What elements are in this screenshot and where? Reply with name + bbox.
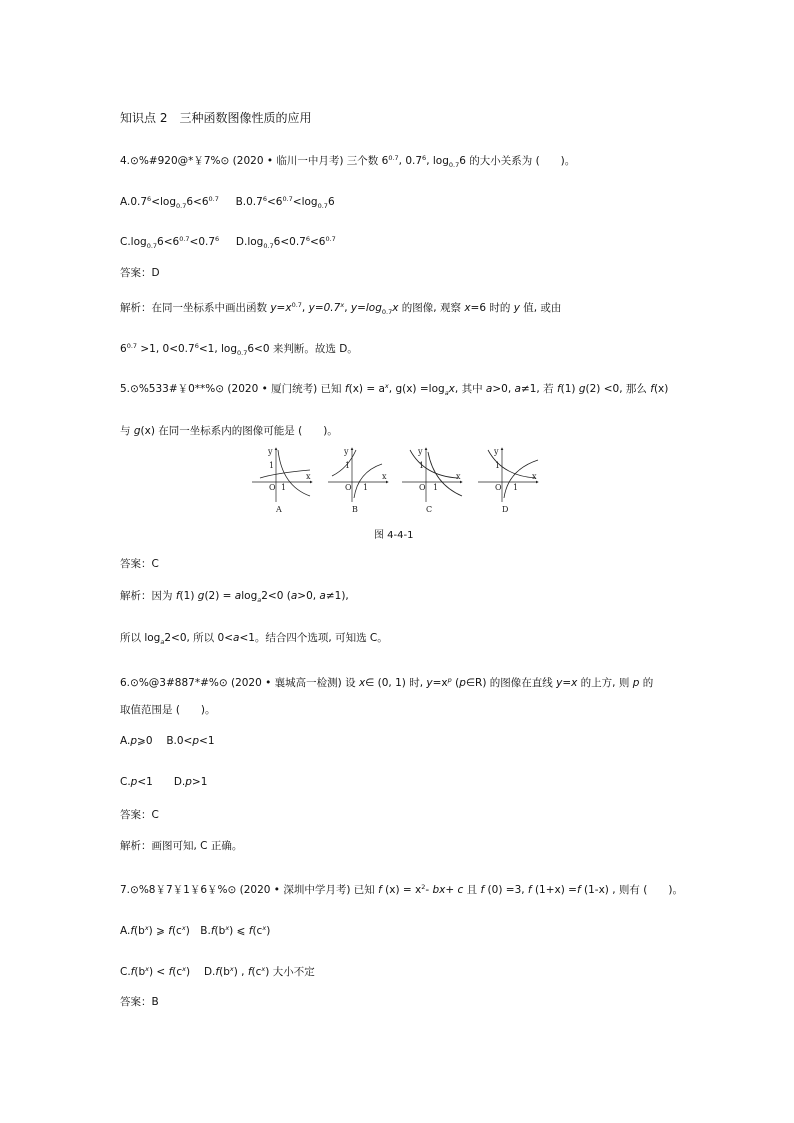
question-7-stem: 7.⊙%8￥7￥1￥6￥%⊙ (2020 • 深圳中学月考) 已知 f $(x) = x^2-$ bx+ c 且 f (0) =3, f (1+x) =f (1-x) , 则有 ( )。 xyxy=(120,883,683,896)
panel-label-c: C xyxy=(426,505,433,514)
graph-panel-a xyxy=(252,447,312,514)
question-4-options-ab: $A.0.7^6<\log_{0.7}6<6^{0.7}$ $B.0.7^6<6^{0.7}<\log_{0.7}6$ xyxy=(120,195,335,210)
graph-panel-c xyxy=(402,447,462,514)
question-6-options-cd: C.p<1 D.p>1 xyxy=(120,776,208,788)
x-axis-label: x xyxy=(532,472,537,481)
question-5-analysis-line1: 解析：因为 f(1) g(2) = alog$_a$2<0 (a>0, a≠1), xyxy=(120,590,349,604)
origin-label: O xyxy=(495,483,502,492)
question-4-options-cd: $C.\log_{0.7}6<6^{0.7}<0.7^6$ $D.\log_{0.7}6<0.7^6<6^{0.7}$ xyxy=(120,235,336,250)
tick-label-1: 1 xyxy=(281,483,287,492)
tick-label-1: 1 xyxy=(345,461,351,470)
y-axis-label: y xyxy=(494,447,499,456)
question-4-stem: 4.⊙%#920@*￥7%⊙ (2020 • 临川一中月考) 三个数 $6^{0.7}$, $0.7^6$, $\log_{0.7}6$ 的大小关系为 ( )。 xyxy=(120,154,576,169)
question-5-stem-line1: 5.⊙%533#￥0**%⊙ (2020 • 厦门统考) 已知 $f(x) = a^x$, $g(x) =\log_ax$, 其中 a>0, a≠1, 若 f(1) g(2) <0, 那么 f(x) xyxy=(120,382,669,397)
panel-label-b: B xyxy=(352,505,358,514)
question-6-stem-line1: 6.⊙%@3#887*#%⊙ (2020 • 襄城高一检测) 设 x∈ (0, 1) 时, $y=x^p$ (p∈R) 的图像在直线 y=x 的上方, 则 p 的 xyxy=(120,676,654,689)
panel-label-a: A xyxy=(276,505,282,514)
question-6-options-ab: A.p⩾0 B.0<p<1 xyxy=(120,735,215,747)
function-graph-figure xyxy=(250,446,550,518)
y-axis-label: y xyxy=(418,447,423,456)
question-7-options-ab: $A.f(b^x)$ ⩾ $f(c^x)$ $B.f(b^x)$ ⩽ $f(c^x)$ xyxy=(120,924,271,937)
question-7-options-cd: $C.f(b^x) < f(c^x)$ $D.f(b^x)$ , $f(c^x)$ 大小不定 xyxy=(120,965,315,978)
question-6-stem-line2: 取值范围是 ( )。 xyxy=(120,704,216,716)
question-6-answer: 答案：C xyxy=(120,809,159,821)
graph-panel-b xyxy=(328,447,388,514)
tick-label-1: 1 xyxy=(363,483,369,492)
section-title: 知识点 2 三种函数图像性质的应用 xyxy=(120,111,312,125)
tick-label-1: 1 xyxy=(433,483,439,492)
question-5-stem-line2: 与 g(x) 在同一坐标系内的图像可能是 ( )。 xyxy=(120,425,338,437)
panel-label-d: D xyxy=(502,505,509,514)
question-5-analysis-line2: 所以 $\log_a2<0$, 所以 0<a<1。结合四个选项, 可知选 C。 xyxy=(120,632,388,646)
tick-label-1: 1 xyxy=(513,483,519,492)
y-axis-label: y xyxy=(344,447,349,456)
x-axis-label: x xyxy=(456,472,461,481)
origin-label: O xyxy=(345,483,352,492)
tick-label-1: 1 xyxy=(269,461,275,470)
origin-label: O xyxy=(269,483,276,492)
origin-label: O xyxy=(419,483,426,492)
graph-panel-d xyxy=(478,447,538,514)
tick-label-1: 1 xyxy=(419,461,425,470)
question-4-answer: 答案：D xyxy=(120,267,160,279)
question-4-analysis-line2: $6^{0.7} >1$, $0<0.7^6<1$, $\log_{0.7}6<0$ 来判断。故选 D。 xyxy=(120,342,358,357)
x-axis-label: x xyxy=(306,472,311,481)
question-7-answer: 答案：B xyxy=(120,996,159,1008)
figure-caption: 图 4-4-1 xyxy=(374,530,414,541)
x-axis-label: x xyxy=(382,472,387,481)
question-5-answer: 答案：C xyxy=(120,558,159,570)
y-axis-label: y xyxy=(268,447,273,456)
curve xyxy=(354,464,382,498)
question-4-analysis-line1: 解析：在同一坐标系中画出函数 $y=x^{0.7}$, $y=0.7^x$, $y=\log_{0.7}x$ 的图像, 观察 x=6 时的 y 值, 或由 xyxy=(120,301,562,316)
question-6-analysis: 解析：画图可知, C 正确。 xyxy=(120,840,243,852)
tick-label-1: 1 xyxy=(495,461,501,470)
